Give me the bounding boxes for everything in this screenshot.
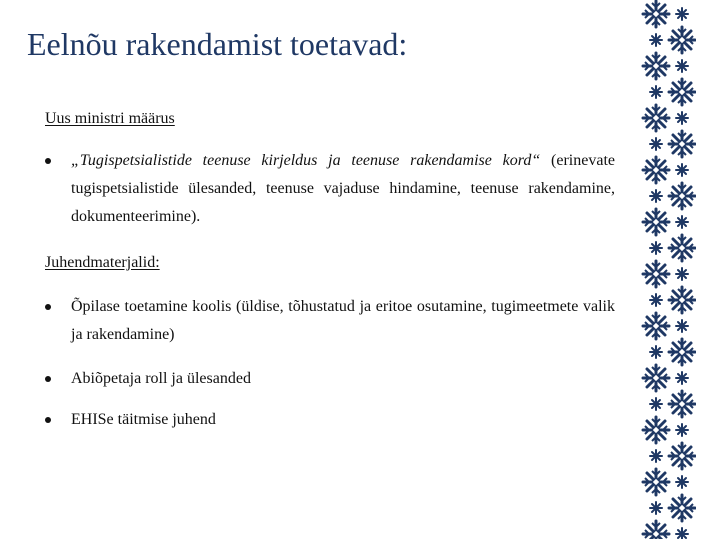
snowflake-star-icon [643, 469, 669, 495]
snowflake-star-icon [669, 27, 695, 53]
small-star-icon [650, 294, 662, 306]
small-star-icon [650, 86, 662, 98]
list-item [45, 406, 615, 434]
small-star-icon [676, 372, 688, 384]
section-heading-regulation: Uus ministri määrus [45, 110, 175, 127]
small-star-icon [650, 138, 662, 150]
small-star-icon [676, 112, 688, 124]
small-star-icon [676, 528, 688, 539]
bullet-icon [45, 376, 51, 382]
small-star-icon [650, 450, 662, 462]
snowflake-star-icon [669, 339, 695, 365]
snowflake-star-icon [643, 209, 669, 235]
small-star-icon [676, 164, 688, 176]
snowflake-star-icon [643, 1, 669, 27]
small-star-icon [676, 8, 688, 20]
snowflake-star-icon [669, 495, 695, 521]
regulation-title: „Tugispetsialistide teenuse kirjeldus ja teenuse rakendamise kord“ [71, 152, 541, 169]
snowflake-star-icon [643, 105, 669, 131]
list-item [45, 293, 615, 349]
guide-item-label: Abiõpetaja roll ja ülesanded [71, 370, 251, 387]
small-star-icon [650, 398, 662, 410]
snowflake-star-icon [643, 261, 669, 287]
small-star-icon [676, 60, 688, 72]
small-star-icon [650, 190, 662, 202]
section-heading-guides: Juhendmaterjalid: [45, 254, 160, 271]
snowflake-star-icon [669, 183, 695, 209]
bullet-icon [45, 158, 51, 164]
snowflake-star-icon [643, 313, 669, 339]
bullet-icon [45, 304, 51, 310]
decorative-border [640, 0, 696, 539]
small-star-icon [676, 320, 688, 332]
snowflake-star-icon [643, 53, 669, 79]
small-star-icon [676, 476, 688, 488]
small-star-icon [650, 242, 662, 254]
bullet-icon [45, 417, 51, 423]
snowflake-star-icon [669, 131, 695, 157]
snowflake-star-icon [643, 521, 669, 539]
snowflake-star-icon [669, 391, 695, 417]
small-star-icon [676, 268, 688, 280]
list-item [45, 147, 615, 231]
small-star-icon [676, 216, 688, 228]
regulation-description: (erinevate tugispetsialistide ülesanded, teenuse vajaduse hindamine, teenuse rakendamine, dokumenteerimine). [71, 152, 615, 225]
snowflake-star-icon [669, 443, 695, 469]
snowflake-star-icon [669, 235, 695, 261]
list-item [45, 365, 615, 393]
small-star-icon [676, 424, 688, 436]
guide-item-label: EHISe täitmise juhend [71, 411, 216, 428]
snowflake-star-icon [669, 287, 695, 313]
page-title: Eelnõu rakendamist toetavad: [27, 26, 408, 62]
small-star-icon [650, 502, 662, 514]
snowflake-star-icon [643, 157, 669, 183]
small-star-icon [650, 346, 662, 358]
small-star-icon [650, 34, 662, 46]
snowflake-star-icon [643, 417, 669, 443]
snowflake-star-icon [643, 365, 669, 391]
guide-item-label: Õpilase toetamine koolis (üldise, tõhustatud ja eritoe osutamine, tugimeetmete valik ja rakendamine) [71, 298, 615, 343]
snowflake-star-icon [669, 79, 695, 105]
